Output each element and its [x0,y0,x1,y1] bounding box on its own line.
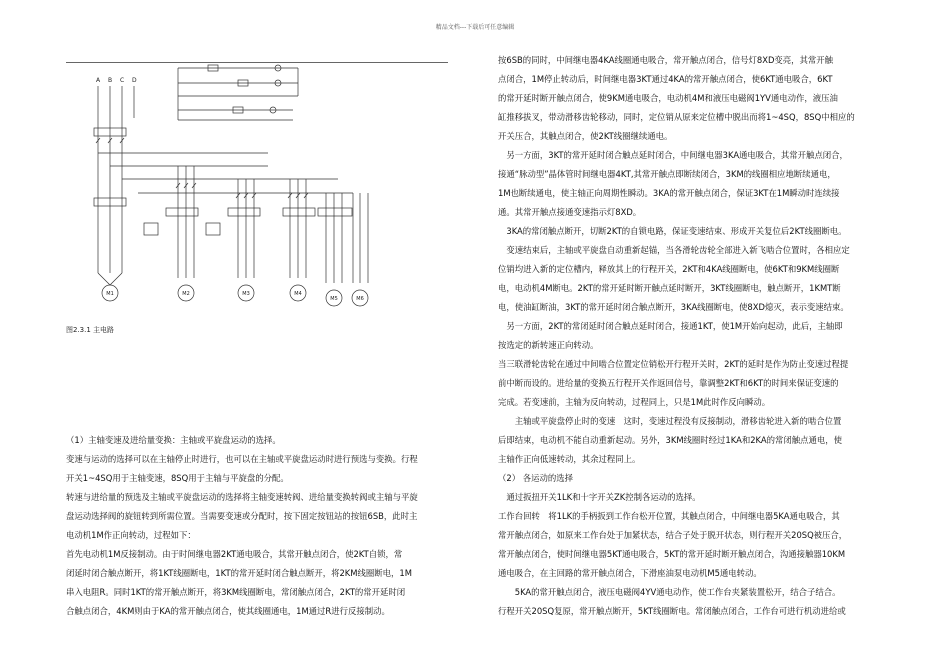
text-line: 3KA的常闭触点断开，切断2KT的自锁电路，保证变速结束、形成开关复位后2KT线圈断电。 [498,226,847,236]
page-header: 精品文档---下载后可任意编辑 [435,24,515,31]
main-circuit-diagram [78,58,378,316]
motor-label: M6 [356,296,364,302]
phase-label: A [96,77,101,84]
phase-label: B [108,77,113,84]
phase-label: C [120,77,125,84]
text-line: 通过扳扭开关1LK和十字开关ZK控制各运动的选择。 [498,492,701,502]
motor-label: M3 [242,291,250,297]
text-line: 另一方面，2KT的常闭延时闭合触点延时闭合，接通1KT，使1M开始向起动，此后，主轴即 [498,321,843,331]
text-line: 点闭合，1M停止转动后，时间继电器3KT通过4KA的常开触点闭合，使6KT通电吸合，6KT [498,74,833,84]
text-line: 前中断而设的。进给量的变换五行程开关作返回信号，靠调整2KT和6KT的时间来保证变速的 [498,378,839,388]
text-line: 变速结束后，主轴或平旋盘自动重新起锚，当各滑轮齿轮全部进入新飞啮合位置时，各相应定 [498,245,850,255]
text-line: 盘运动选择阀的旋钮转到所需位置。当需要变速或分配时，按下固定按钮站的按钮6SB，此时主 [66,511,418,521]
motor-label: M2 [182,291,190,297]
text-line: 常开触点闭合，如原来工作台处于加紧状态，结合子处于脱开状态，则行程开关20SQ被压合， [498,530,848,540]
text-line: 常开触点闭合，使时间继电器5KT通电吸合，5KT的常开延时断开触点闭合，沟通接触器10KM [498,549,846,559]
text-line: 通电吸合，在主回路的常开触点闭合，下滑座油泵电动机M5通电转动。 [498,568,762,578]
motor-label: M4 [294,291,302,297]
text-line: （2） 各运动的选择 [498,473,573,483]
text-line: 开关1~4SQ用于主轴变速，8SQ用于主轴与平旋盘的分配。 [66,473,289,483]
text-line: （1）主轴变速及进给量变换：主轴或平旋盘运动的选择。 [66,435,281,445]
motor-label: M5 [330,296,338,302]
text-line: 主轴作正向低速转动，其余过程同上。 [498,454,641,464]
text-line: 转速与进给量的预选及主轴或平旋盘运动的选择将主轴变速转阀、进给量变换转阀或主轴与平旋 [66,492,418,502]
text-line: 电，使油缸断油，3KT的常开延时闭合触点断开，3KA线圈断电，使8XD熄灭，表示变速结束。 [498,302,849,312]
text-line: 行程开关20SQ复原，常开触点断开，5KT线圈断电。常闭触点闭合，工作台可进行机动进给或 [498,606,846,616]
text-line: 串入电阻R。同时1KT的常开触点断开，将3KM线圈断电，常闭触点闭合，2KT的常开延时闭 [66,587,406,597]
text-line: 主轴或平旋盘停止时的变速 这时，变速过程没有反接制动，滑移齿轮进入新的啮合位置 [498,416,842,426]
text-line: 合触点闭合，4KM则由于KA的常开触点闭合，使其线圈通电，1M通过R进行反接制动。 [66,606,390,616]
text-line: 另一方面，3KT的常开延时闭合触点延时闭合，中间继电器3KA通电吸合，其常开触点闭合， [498,150,848,160]
right-text-column [498,51,908,621]
text-line: 5KA的常开触点闭合，液压电磁阀4YV通电动作，使工作台夹紧装置松开，结合子结合。 [498,587,841,597]
left-text-column [66,431,472,621]
figure-caption: 图2.3.1 主电路 [66,326,115,334]
text-line: 后即结束，电动机不能自动重新起动。另外，3KM线圈时经过1KA和2KA的常闭触点通电，使 [498,435,842,445]
phase-label: D [132,77,137,84]
text-line: 的常开延时断开触点闭合，使9KM通电吸合，电动机4M和液压电磁阀1YV通电动作，液压油 [498,93,838,103]
text-line: 1M也断续通电，使主轴正向周期性瞬动。3KA的常开触点闭合，保证3KT在1M瞬动时连续接 [498,188,840,198]
text-line: 缸推移拔叉，带动滑移齿轮移动，同时，定位销从原来定位槽中脱出而将1~4SQ，8SQ中相应的 [498,112,855,122]
text-line: 完成。若变速前，主轴为反向转动，过程同上，只是1M此时作反向瞬动。 [498,397,771,407]
text-line: 通。其常开触点接通变速指示灯8XD。 [498,207,642,217]
text-line: 闭延时闭合触点断开，将1KT线圈断电，1KT的常开延时闭合触点断开，将2KM线圈断电，1M [66,568,412,578]
text-line: 按6SB的同时，中间继电器4KA线圈通电吸合，常开触点闭合，信号灯8XD变亮，其常开触 [498,55,834,65]
text-line: 电动机1M作正向转动，过程如下： [66,530,196,540]
text-line: 位销均进入新的定位槽内，释放其上的行程开关，2KT和4KA线圈断电，使6KT和9KM线圈断 [498,264,840,274]
text-line: 首先电动机1M反接制动。由于时间继电器2KT通电吸合，其常开触点闭合，使2KT自锁，常 [66,549,403,559]
text-line: 按选定的新转速正向转动。 [498,340,599,350]
text-line: 当三联滑轮齿轮在通过中间啮合位置定位销松开行程开关时，2KT的延时是作为防止变速过程提 [498,359,849,369]
text-line: 接通“脉动型”晶体管时间继电器4KT,其常开触点即断续闭合，3KM的线圈相应地断续通电， [498,169,836,179]
motor-label: M1 [106,291,114,297]
text-line: 变速与运动的选择可以在主轴停止时进行，也可以在主轴或平旋盘运动时进行预选与变换。行程 [66,454,418,464]
text-line: 电，电动机4M断电。2KT的常开延时断开触点延时断开，3KT线圈断电，触点断开，1KMT断 [498,283,841,293]
text-line: 工作台回转 将1LK的手柄扳到工作台松开位置，其触点闭合，中间继电器5KA通电吸合，其 [498,511,840,521]
text-line: 开关压合，其触点闭合，使2KT线圈继续通电。 [498,131,673,141]
